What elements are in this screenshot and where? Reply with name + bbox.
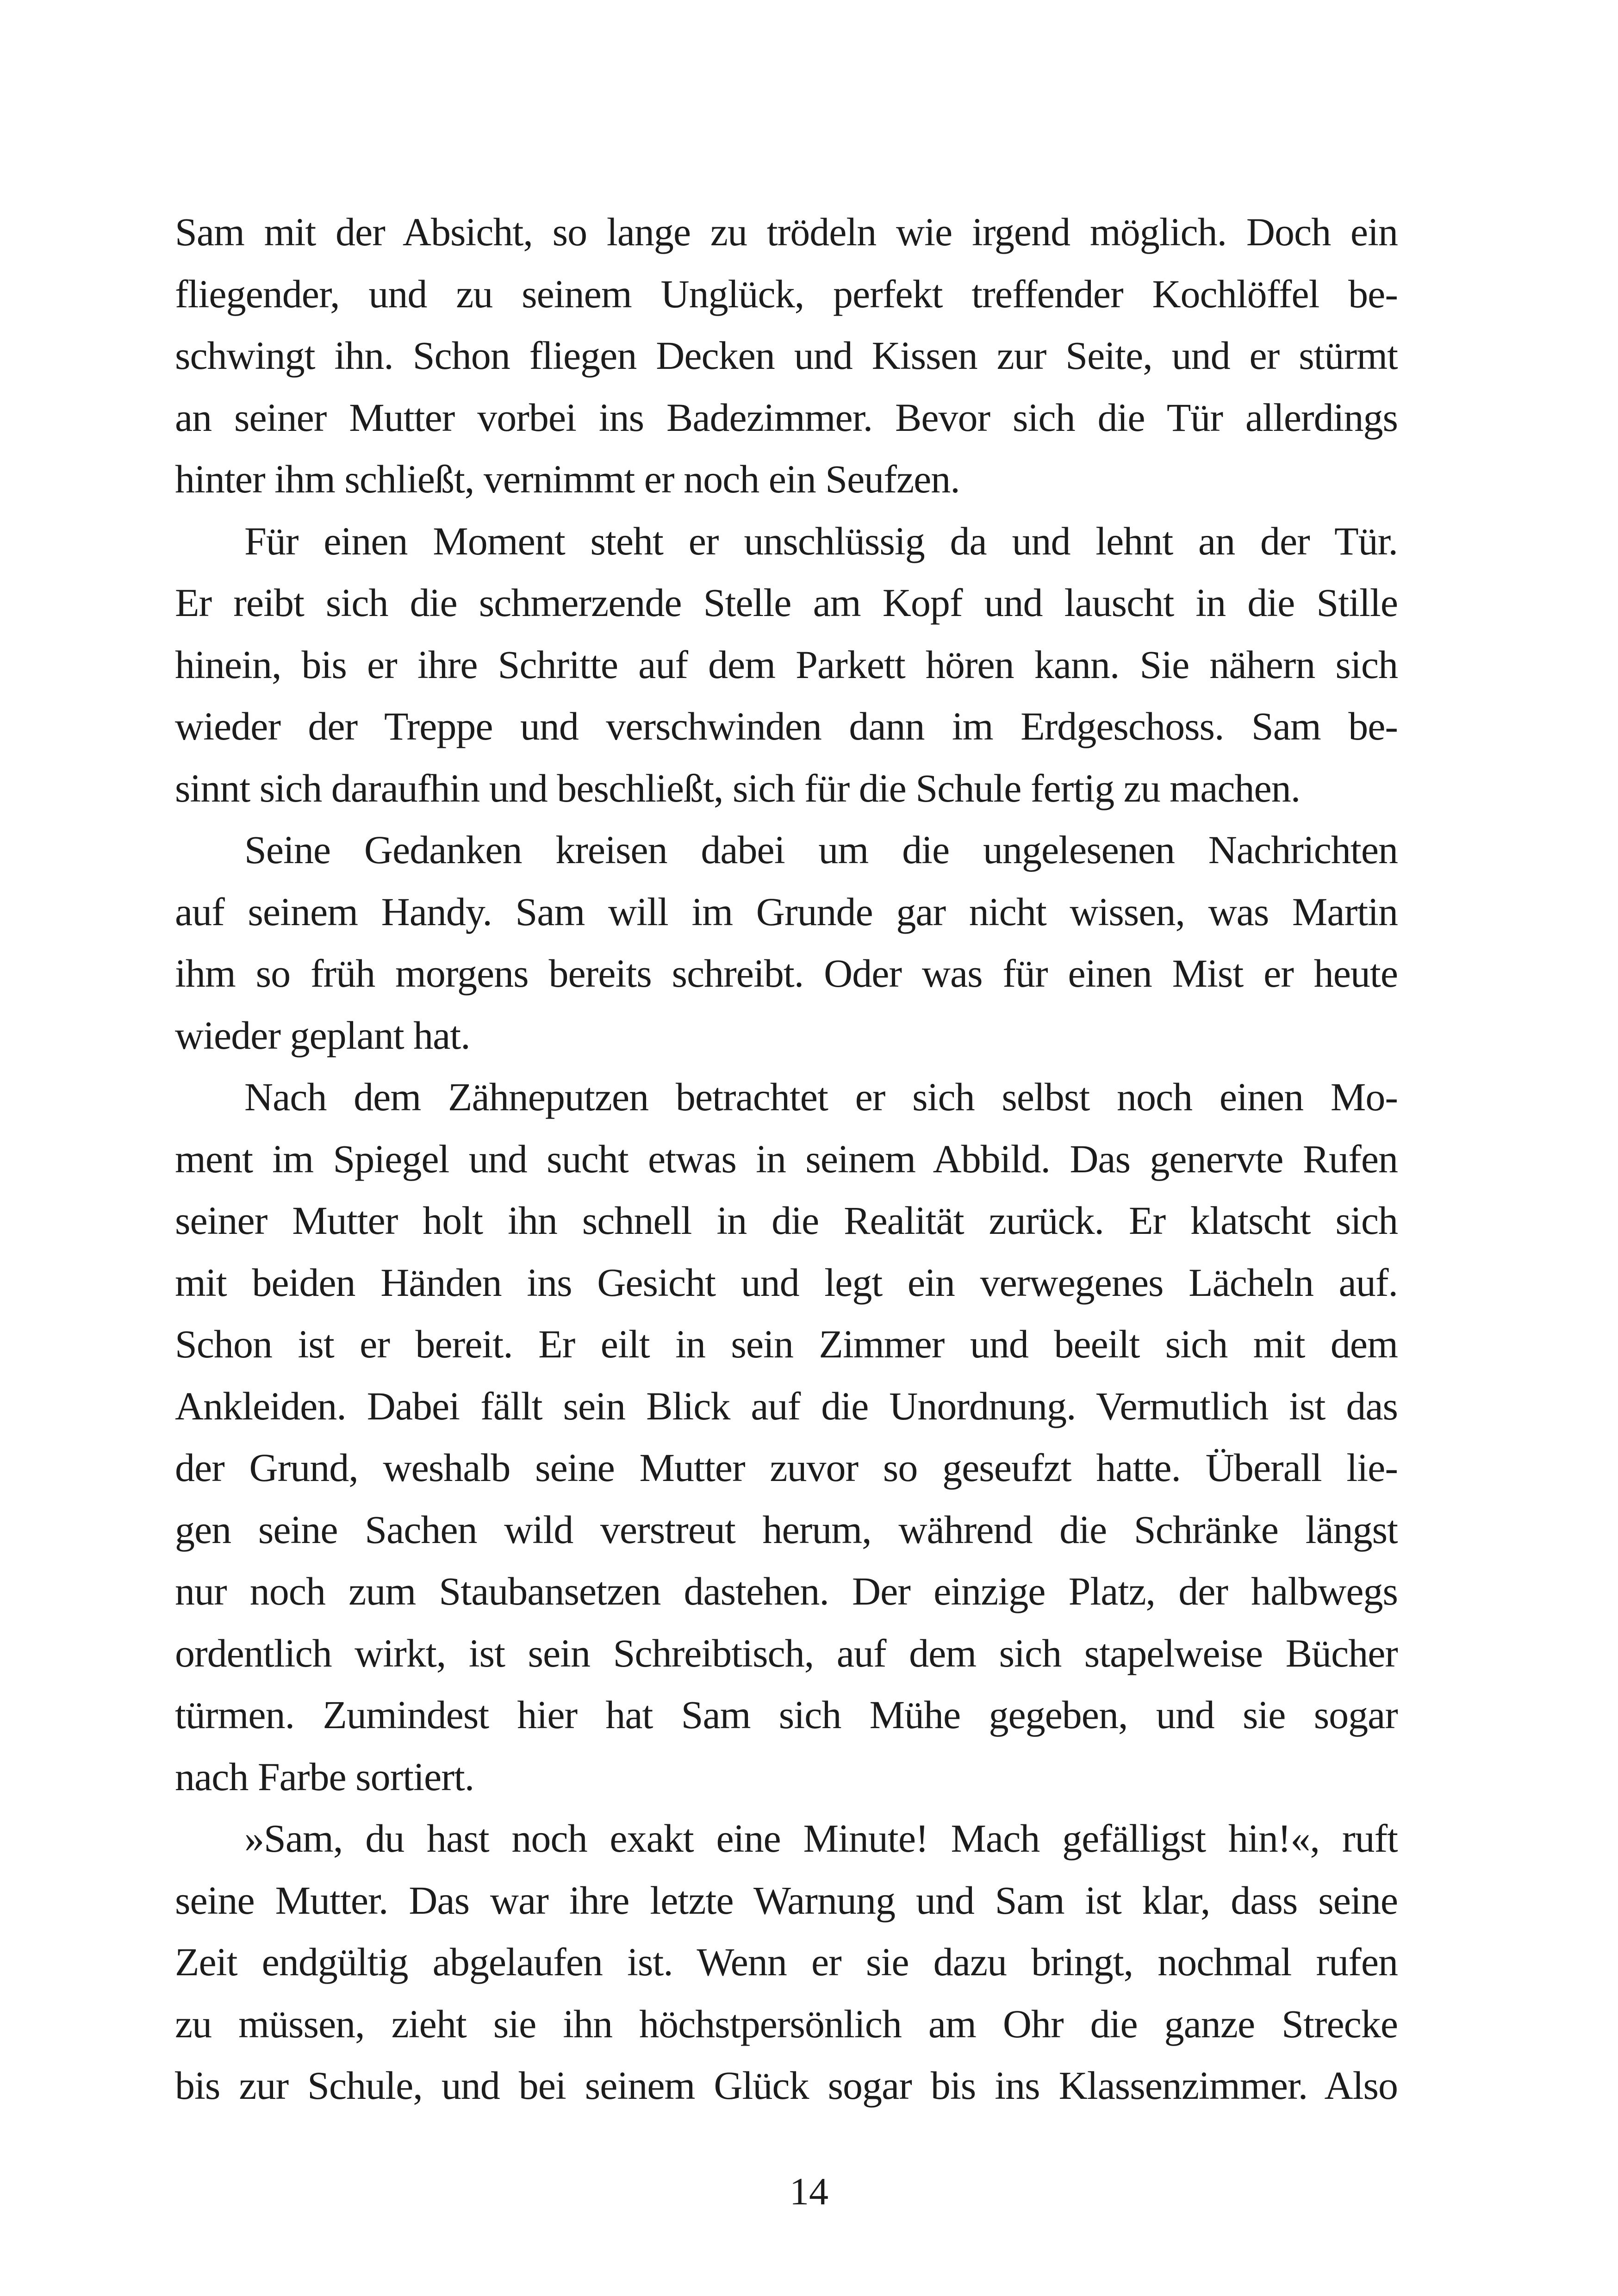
text-line: »Sam, du hast noch exakt eine Minute! Mach gefälligst hin!«, ruft [244,1816,1398,1860]
text-line: Schon ist er bereit. Er eilt in sein Zimmer und beeilt sich mit dem [175,1322,1398,1366]
text-line: mit beiden Händen ins Gesicht und legt ein verwegenes Lächeln auf. [175,1260,1398,1305]
text-line: nach Farbe sortiert. [175,1754,474,1799]
text-line: hinter ihm schließt, vernimmt er noch ein Seufzen. [175,457,960,501]
text-line: gen seine Sachen wild verstreut herum, während die Schränke längst [175,1507,1398,1552]
text-line: bis zur Schule, und bei seinem Glück sogar bis ins Klassenzimmer. Also [175,2063,1398,2108]
text-line: ihm so früh morgens bereits schreibt. Oder was für einen Mist er heute [175,951,1398,996]
paragraph-2 [175,510,1398,820]
text-line: seine Mutter. Das war ihre letzte Warnung und Sam ist klar, dass seine [175,1878,1398,1923]
text-line: seiner Mutter holt ihn schnell in die Realität zurück. Er klatscht sich [175,1198,1398,1243]
text-line: an seiner Mutter vorbei ins Badezimmer. Bevor sich die Tür allerdings [175,395,1398,440]
paragraph-1 [175,201,1398,510]
paragraph-4 [175,1066,1398,1808]
text-line: zu müssen, zieht sie ihn höchstpersönlich am Ohr die ganze Strecke [175,2001,1398,2046]
text-line: ordentlich wirkt, ist sein Schreibtisch, auf dem sich stapelweise Bücher [175,1630,1398,1675]
text-line: Ankleiden. Dabei fällt sein Blick auf die Unordnung. Vermutlich ist das [175,1383,1398,1428]
text-line: hinein, bis er ihre Schritte auf dem Parkett hören kann. Sie nähern sich [175,642,1398,687]
text-line: wieder der Treppe und verschwinden dann im Erdgeschoss. Sam be- [175,704,1398,748]
page-number: 14 [790,2170,828,2213]
text-line: Seine Gedanken kreisen dabei um die ungelesenen Nachrichten [244,828,1398,872]
text-line: Er reibt sich die schmerzende Stelle am Kopf und lauscht in die Stille [175,580,1398,625]
text-line: nur noch zum Staubansetzen dastehen. Der einzige Platz, der halbwegs [175,1569,1398,1613]
text-line: der Grund, weshalb seine Mutter zuvor so geseufzt hatte. Überall lie- [175,1445,1398,1490]
text-line: türmen. Zumindest hier hat Sam sich Mühe gegeben, und sie sogar [175,1692,1398,1737]
page-text-block [175,201,1398,2117]
text-line: schwingt ihn. Schon fliegen Decken und Kissen zur Seite, und er stürmt [175,333,1398,378]
text-line: fliegender, und zu seinem Unglück, perfekt treffender Kochlöffel be- [175,271,1398,316]
paragraph-3 [175,819,1398,1066]
text-line: auf seinem Handy. Sam will im Grunde gar nicht wissen, was Martin [175,889,1398,934]
text-line: Für einen Moment steht er unschlüssig da und lehnt an der Tür. [244,518,1398,563]
text-line: Nach dem Zähneputzen betrachtet er sich selbst noch einen Mo- [244,1075,1398,1119]
text-line: Zeit endgültig abgelaufen ist. Wenn er sie dazu bringt, nochmal rufen [175,1940,1398,1984]
text-line: sinnt sich daraufhin und beschließt, sich für die Schule fertig zu machen. [175,765,1301,810]
text-line: ment im Spiegel und sucht etwas in seinem Abbild. Das genervte Rufen [175,1136,1398,1181]
paragraph-5 [175,1808,1398,2117]
text-line: wieder geplant hat. [175,1013,470,1058]
text-line: Sam mit der Absicht, so lange zu trödeln wie irgend möglich. Doch ein [175,210,1398,254]
